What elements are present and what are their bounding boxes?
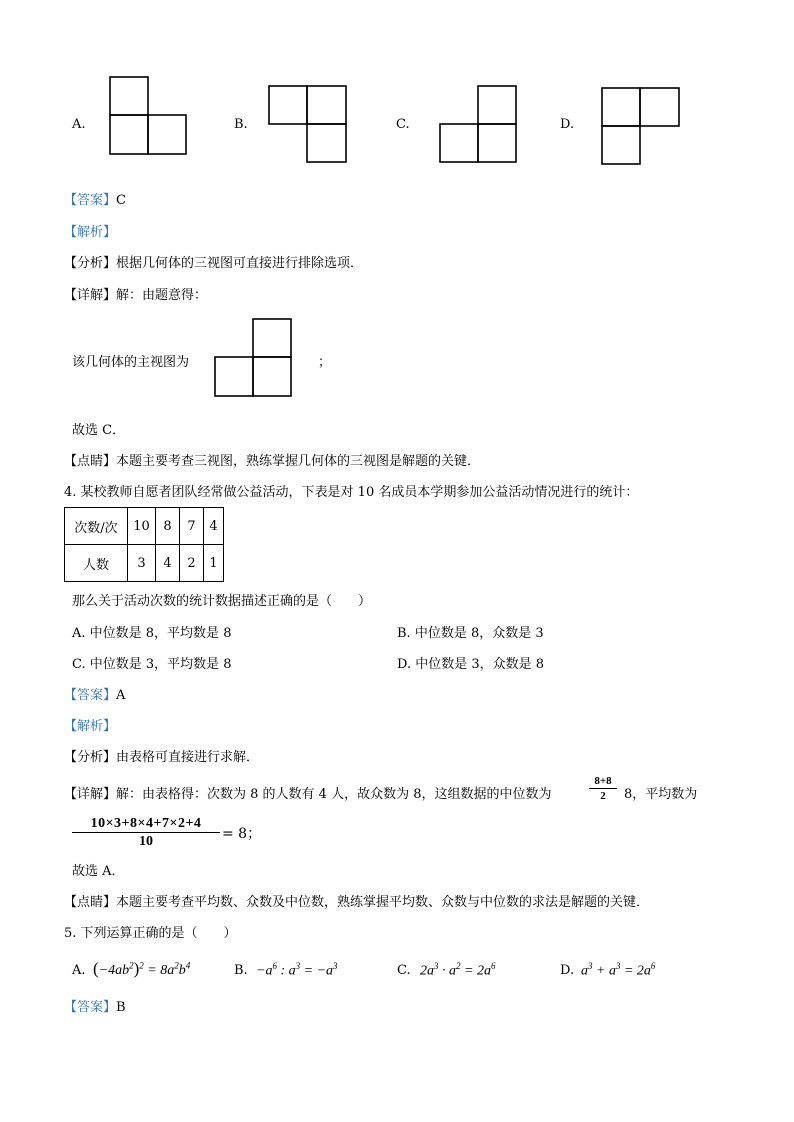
- semicolon: ；: [318, 355, 332, 370]
- mean-numerator: 10×3+8×4+7×2+4: [72, 815, 220, 833]
- q4-option-d: D. 中位数是 3，众数是 8: [397, 657, 545, 672]
- q4-conclusion: 故选 A．: [72, 864, 125, 879]
- table-row: [65, 545, 224, 582]
- option-a-label: A.: [72, 117, 86, 132]
- option-c-figure: [439, 85, 521, 165]
- answer-tag: 【答案】: [64, 688, 117, 703]
- detail-text: 解：由题意得：: [116, 288, 208, 303]
- analysis-text: 由表格可直接进行求解．: [116, 750, 260, 765]
- q4-option-c: C. 中位数是 3，平均数是 8: [72, 657, 232, 672]
- q3-detail: [64, 288, 207, 304]
- median-numerator: 8+8: [589, 775, 617, 789]
- q4-analysis: [64, 750, 259, 766]
- q4-option-a: A. 中位数是 8，平均数是 8: [72, 626, 232, 641]
- mean-fraction: [72, 815, 220, 851]
- option-c-label: C.: [396, 117, 410, 132]
- detail-text: 解：由表格得：次数为 8 的人数有 4 人，故众数为 8，这组数据的中位数为: [116, 787, 552, 802]
- q5-option-b-label: B.: [234, 963, 248, 978]
- q5-option-c-label: C.: [397, 963, 411, 978]
- mean-result: = 8；: [222, 826, 262, 842]
- main-view-text: 该几何体的主视图为: [72, 355, 190, 370]
- q3-answer: [64, 193, 126, 209]
- q4-stem: 4. 某校教师自愿者团队经常做公益活动，下表是对 10 名成员本学期参加公益活动情况进行的统计：: [64, 485, 639, 500]
- mean-denominator: 10: [139, 834, 153, 849]
- q3-analysis: [64, 256, 363, 272]
- main-view-figure: [214, 318, 296, 400]
- q5-option-d-formula: $a^3 + a^3 = 2a^6$: [581, 961, 656, 979]
- comment-tag: 【点睛】: [64, 454, 117, 469]
- table-cell: 4: [156, 545, 180, 582]
- q4-question: 那么关于活动次数的统计数据描述正确的是（ ）: [72, 594, 372, 609]
- q5-option-a-formula: $(-4ab^2)^2 = 8a^2b^4$: [93, 959, 191, 978]
- table-cell: 2: [180, 545, 204, 582]
- detail-tag: 【详解】: [64, 787, 117, 802]
- q3-comment: [64, 454, 480, 470]
- answer-value: B: [116, 1000, 126, 1015]
- answer-value: A: [116, 688, 126, 703]
- table-cell: 7: [180, 508, 204, 545]
- comment-text: 本题主要考查平均数、众数及中位数，熟练掌握平均数、众数与中位数的求法是解题的关键．: [116, 895, 650, 910]
- q5-option-b-formula: $-a^6$ : $a^3 = -a^3$: [256, 961, 338, 979]
- stats-table: [64, 507, 224, 582]
- q5-option-a-label: A.: [72, 963, 86, 978]
- q3-conclusion: 故选 C．: [72, 423, 126, 438]
- comment-text: 本题主要考查三视图，熟练掌握几何体的三视图是解题的关键．: [116, 454, 481, 469]
- q5-option-d-label: D.: [560, 963, 575, 978]
- table-cell: 4: [204, 508, 224, 545]
- detail-tag: 【详解】: [64, 288, 117, 303]
- analysis-header: 【解析】: [64, 225, 117, 240]
- analysis-tag: 【分析】: [64, 750, 117, 765]
- q4-option-b: B. 中位数是 8，众数是 3: [397, 626, 544, 641]
- median-fraction: [589, 775, 617, 803]
- table-cell: 次数/次: [65, 508, 128, 545]
- table-row: [65, 508, 224, 545]
- option-d-label: D.: [560, 117, 575, 132]
- q4-detail: [64, 787, 552, 803]
- option-b-label: B.: [234, 117, 248, 132]
- q5-option-c-formula: $2a^3 \cdot a^2 = 2a^6$: [420, 961, 496, 979]
- comment-tag: 【点睛】: [64, 895, 117, 910]
- answer-value: C: [116, 193, 126, 208]
- q4-answer: [64, 688, 125, 704]
- median-denominator: 2: [600, 790, 606, 802]
- q5-stem: 5. 下列运算正确的是（ ）: [64, 926, 237, 941]
- analysis-tag: 【分析】: [64, 256, 117, 271]
- table-cell: 8: [156, 508, 180, 545]
- q5-answer: [64, 1000, 126, 1016]
- table-cell: 人数: [65, 545, 128, 582]
- answer-tag: 【答案】: [64, 1000, 117, 1015]
- table-cell: 3: [128, 545, 156, 582]
- analysis-text: 根据几何体的三视图可直接进行排除选项．: [116, 256, 364, 271]
- option-b-figure: [268, 85, 350, 165]
- q4-comment: [64, 895, 649, 911]
- table-cell: 10: [128, 508, 156, 545]
- detail-tail: 8，平均数为: [624, 787, 698, 802]
- table-cell: 1: [204, 545, 224, 582]
- option-a-figure: [109, 76, 189, 158]
- answer-tag: 【答案】: [64, 193, 117, 208]
- option-d-figure: [601, 87, 683, 167]
- analysis-header: 【解析】: [64, 719, 117, 734]
